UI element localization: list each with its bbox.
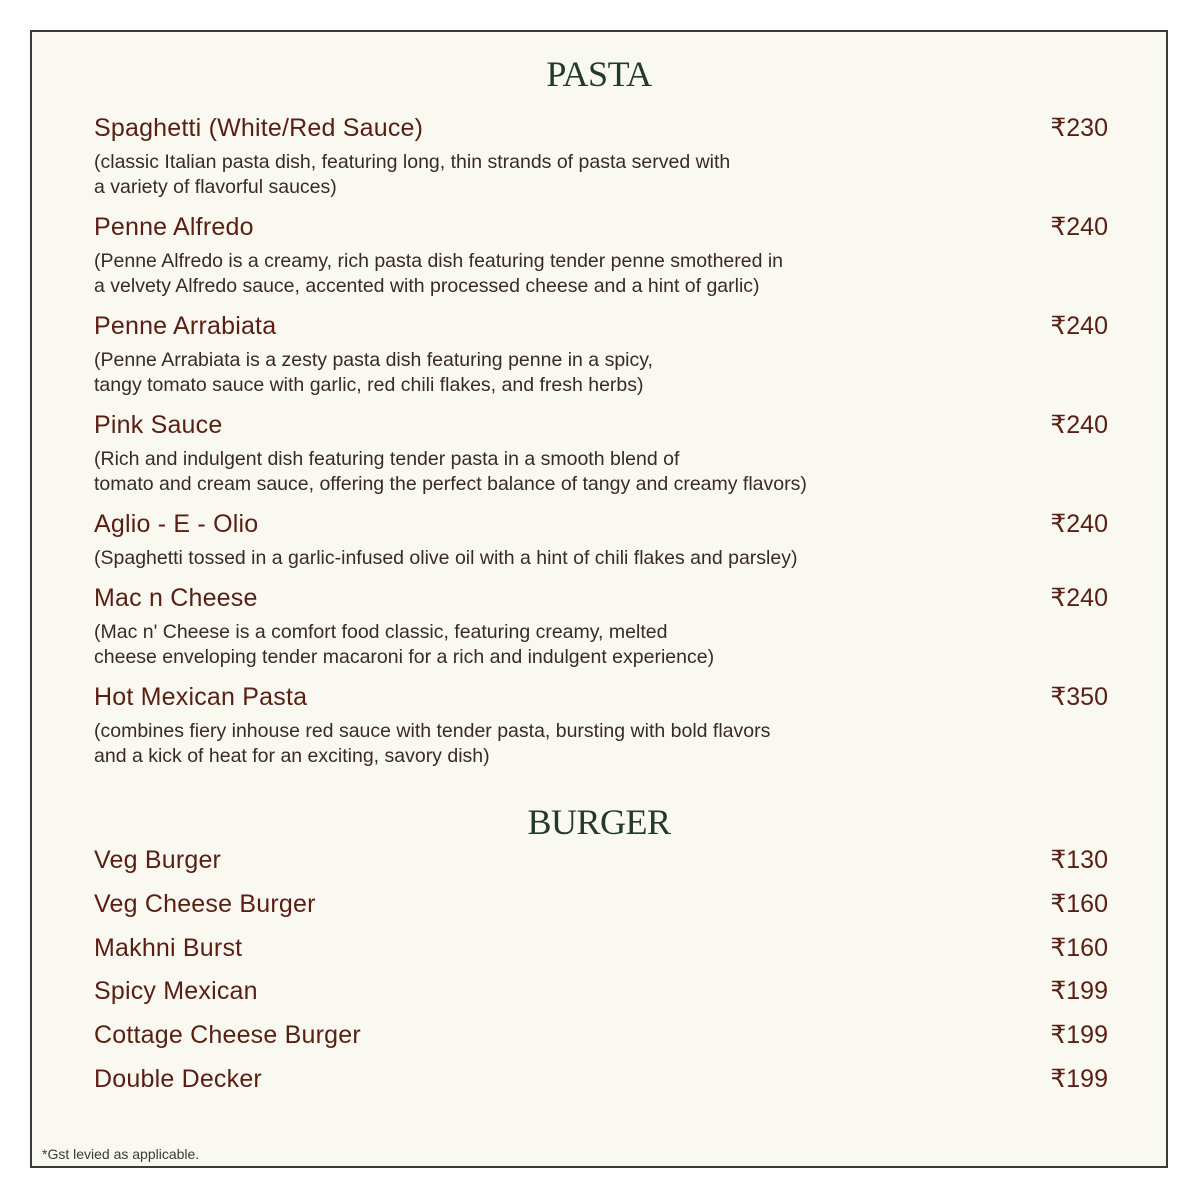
item-name: Penne Alfredo: [94, 213, 254, 241]
item-price: ₹350: [1050, 683, 1108, 711]
item-description-line: (combines fiery inhouse red sauce with tender pasta, bursting with bold flavors: [94, 720, 771, 742]
item-description-line: a variety of flavorful sauces): [94, 176, 337, 198]
item-description-line: tangy tomato sauce with garlic, red chili flakes, and fresh herbs): [94, 374, 644, 396]
item-description-line: (Penne Alfredo is a creamy, rich pasta dish featuring tender penne smothered in: [94, 250, 784, 272]
item-price: ₹240: [1050, 510, 1108, 538]
item-description-line: a velvety Alfredo sauce, accented with processed cheese and a hint of garlic): [94, 275, 760, 297]
menu-item: [94, 975, 1108, 1019]
item-price: ₹130: [1050, 846, 1108, 874]
menu-item: [94, 844, 1108, 888]
menu-item: [94, 1019, 1108, 1063]
item-name: Pink Sauce: [94, 411, 223, 439]
item-name: Aglio - E - Olio: [94, 510, 259, 538]
item-description-line: (Spaghetti tossed in a garlic-infused olive oil with a hint of chili flakes and parsley): [94, 547, 798, 569]
item-name: Double Decker: [94, 1064, 262, 1093]
pasta-section-title: PASTA: [546, 54, 652, 94]
gst-footnote: *Gst levied as applicable.: [42, 1146, 200, 1162]
item-description-line: (classic Italian pasta dish, featuring long, thin strands of pasta served with: [94, 151, 731, 173]
item-description-line: (Rich and indulgent dish featuring tender pasta in a smooth blend of: [94, 448, 680, 470]
item-price: ₹199: [1050, 1064, 1108, 1093]
menu-item: [94, 409, 1108, 508]
menu-item: [94, 681, 1108, 780]
pasta-item-list: [94, 112, 1108, 780]
item-name: Cottage Cheese Burger: [94, 1021, 361, 1050]
item-price: ₹160: [1050, 889, 1108, 918]
item-price: ₹199: [1050, 1021, 1108, 1050]
item-description-line: (Penne Arrabiata is a zesty pasta dish featuring penne in a spicy,: [94, 349, 653, 371]
item-price: ₹240: [1050, 213, 1108, 241]
item-description: [94, 546, 974, 571]
item-description: [94, 447, 974, 497]
item-name: Mac n Cheese: [94, 584, 258, 612]
item-description: [94, 719, 974, 769]
menu-item: [94, 1063, 1108, 1107]
item-description-line: and a kick of heat for an exciting, savory dish): [94, 745, 490, 767]
item-name: Hot Mexican Pasta: [94, 683, 308, 711]
item-price: ₹240: [1050, 584, 1108, 612]
menu-page: [30, 30, 1168, 1168]
item-name: Veg Burger: [94, 846, 222, 874]
item-description-line: tomato and cream sauce, offering the perfect balance of tangy and creamy flavors): [94, 473, 807, 495]
item-name: Spicy Mexican: [94, 977, 258, 1006]
item-description-line: (Mac n' Cheese is a comfort food classic, featuring creamy, melted: [94, 621, 668, 643]
item-price: ₹240: [1050, 312, 1108, 340]
item-description: [94, 249, 974, 299]
item-description-line: cheese enveloping tender macaroni for a rich and indulgent experience): [94, 646, 715, 668]
menu-item: [94, 211, 1108, 310]
menu-item: [94, 932, 1108, 976]
item-name: Penne Arrabiata: [94, 312, 277, 340]
menu-item: [94, 310, 1108, 409]
item-price: ₹199: [1050, 977, 1108, 1006]
item-name: Veg Cheese Burger: [94, 889, 316, 918]
item-name: Makhni Burst: [94, 933, 243, 962]
burger-item-list: [94, 844, 1108, 1107]
item-price: ₹230: [1050, 114, 1108, 142]
burger-section-title: BURGER: [527, 802, 671, 842]
menu-item: [94, 888, 1108, 932]
item-description: [94, 348, 974, 398]
item-price: ₹160: [1050, 933, 1108, 962]
menu-item: [94, 582, 1108, 681]
menu-item: [94, 112, 1108, 211]
item-price: ₹240: [1050, 411, 1108, 439]
item-name: Spaghetti (White/Red Sauce): [94, 114, 424, 142]
item-description: [94, 150, 974, 200]
menu-item: [94, 508, 1108, 582]
item-description: [94, 620, 974, 670]
